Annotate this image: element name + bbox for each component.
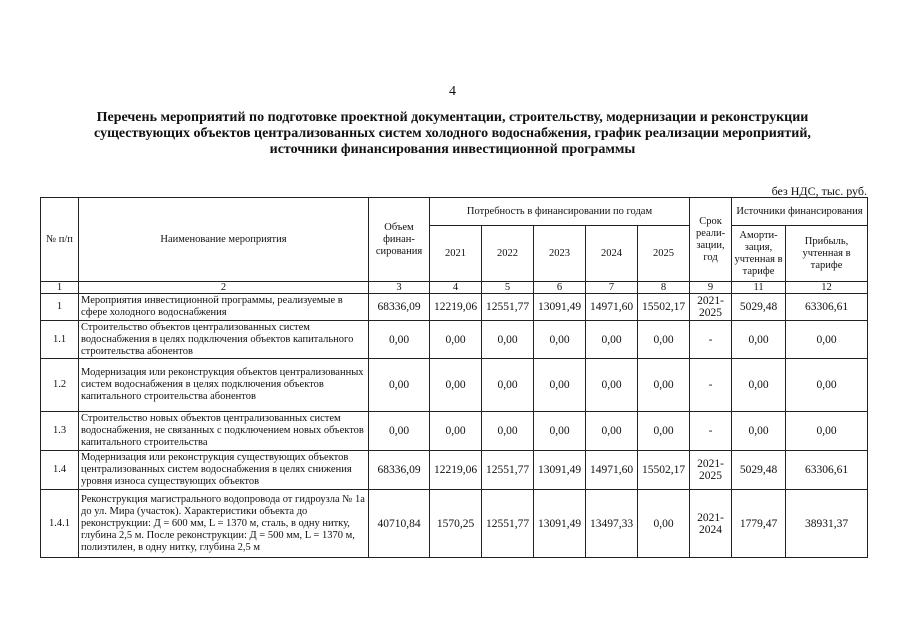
row-year-value: 0,00 bbox=[586, 321, 638, 359]
column-number: 11 bbox=[732, 282, 786, 294]
row-num: 1.2 bbox=[41, 359, 79, 412]
row-year-value: 0,00 bbox=[534, 359, 586, 412]
row-num: 1.3 bbox=[41, 412, 79, 451]
row-period: - bbox=[690, 321, 732, 359]
row-year-value: 0,00 bbox=[482, 359, 534, 412]
row-amort: 0,00 bbox=[732, 359, 786, 412]
row-year-value: 0,00 bbox=[586, 412, 638, 451]
row-year-value: 13497,33 bbox=[586, 490, 638, 558]
table-row bbox=[41, 490, 868, 558]
row-profit: 63306,61 bbox=[786, 294, 868, 321]
row-num: 1 bbox=[41, 294, 79, 321]
table-row bbox=[41, 321, 868, 359]
row-name: Модернизация или реконструкция объектов централизованных систем водоснабжения в целях подключения объектов капитального строительства абонентов bbox=[79, 359, 369, 412]
row-period: 2021-2025 bbox=[690, 294, 732, 321]
row-year-value: 13091,49 bbox=[534, 294, 586, 321]
table-row bbox=[41, 294, 868, 321]
row-year-value: 0,00 bbox=[638, 359, 690, 412]
row-year-value: 12551,77 bbox=[482, 294, 534, 321]
row-year-value: 0,00 bbox=[638, 321, 690, 359]
column-number: 1 bbox=[41, 282, 79, 294]
row-volume: 68336,09 bbox=[369, 294, 430, 321]
row-year-value: 13091,49 bbox=[534, 451, 586, 490]
column-numbers-row bbox=[41, 282, 868, 294]
row-name: Строительство объектов централизованных систем водоснабжения в целях подключения объектов капитального строительства абонентов bbox=[79, 321, 369, 359]
row-amort: 1779,47 bbox=[732, 490, 786, 558]
row-year-value: 12551,77 bbox=[482, 451, 534, 490]
row-year-value: 14971,60 bbox=[586, 294, 638, 321]
row-year-value: 12551,77 bbox=[482, 490, 534, 558]
row-year-value: 0,00 bbox=[586, 359, 638, 412]
row-num: 1.4 bbox=[41, 451, 79, 490]
row-year-value: 0,00 bbox=[482, 412, 534, 451]
row-year-value: 0,00 bbox=[430, 412, 482, 451]
header-row-1 bbox=[41, 198, 868, 226]
header-need-group: Потребность в финансировании по годам bbox=[430, 198, 690, 226]
header-year: 2021 bbox=[430, 226, 482, 282]
header-amort: Аморти-зация, учтенная в тарифе bbox=[732, 226, 786, 282]
investment-table bbox=[40, 197, 868, 558]
row-year-value: 0,00 bbox=[638, 412, 690, 451]
row-year-value: 1570,25 bbox=[430, 490, 482, 558]
column-number: 6 bbox=[534, 282, 586, 294]
row-year-value: 12219,06 bbox=[430, 451, 482, 490]
column-number: 9 bbox=[690, 282, 732, 294]
row-name: Модернизация или реконструкция существующих объектов централизованных систем водоснабжения в целях снижения уровня износа существующих объектов bbox=[79, 451, 369, 490]
row-volume: 0,00 bbox=[369, 321, 430, 359]
row-profit: 0,00 bbox=[786, 412, 868, 451]
column-number: 4 bbox=[430, 282, 482, 294]
row-amort: 0,00 bbox=[732, 321, 786, 359]
header-num: № п/п bbox=[41, 198, 79, 282]
column-number: 7 bbox=[586, 282, 638, 294]
row-name: Мероприятия инвестиционной программы, реализуемые в сфере холодного водоснабжения bbox=[79, 294, 369, 321]
units-note: без НДС, тыс. руб. bbox=[771, 184, 867, 198]
row-period: - bbox=[690, 412, 732, 451]
row-name: Реконструкция магистрального водопровода от гидроузла № 1а до ул. Мира (участок). Характеристики объекта до реконструкции: Д = 600 мм, L = 1370 м, сталь, в одну нитку, глубина 2,5 м. После реконструкции: Д = 500 мм, L = 1370 м, полиэтилен, в одну нитку, глубина 2,5 м bbox=[79, 490, 369, 558]
row-name: Строительство новых объектов централизованных систем водоснабжения, не связанных с подключением новых объектов капитального строительства bbox=[79, 412, 369, 451]
row-profit: 0,00 bbox=[786, 359, 868, 412]
header-profit: Прибыль, учтенная в тарифе bbox=[786, 226, 868, 282]
row-volume: 0,00 bbox=[369, 412, 430, 451]
row-year-value: 15502,17 bbox=[638, 294, 690, 321]
page-number: 4 bbox=[449, 84, 456, 99]
row-volume: 40710,84 bbox=[369, 490, 430, 558]
row-amort: 5029,48 bbox=[732, 294, 786, 321]
column-number: 5 bbox=[482, 282, 534, 294]
column-number: 2 bbox=[79, 282, 369, 294]
header-year: 2023 bbox=[534, 226, 586, 282]
row-period: 2021-2025 bbox=[690, 451, 732, 490]
header-sources-group: Источники финансирования bbox=[732, 198, 868, 226]
row-num: 1.4.1 bbox=[41, 490, 79, 558]
column-number: 12 bbox=[786, 282, 868, 294]
row-year-value: 15502,17 bbox=[638, 451, 690, 490]
column-number: 8 bbox=[638, 282, 690, 294]
header-year: 2025 bbox=[638, 226, 690, 282]
row-volume: 0,00 bbox=[369, 359, 430, 412]
table-row bbox=[41, 412, 868, 451]
row-volume: 68336,09 bbox=[369, 451, 430, 490]
row-year-value: 0,00 bbox=[638, 490, 690, 558]
table-row bbox=[41, 359, 868, 412]
row-amort: 0,00 bbox=[732, 412, 786, 451]
row-year-value: 0,00 bbox=[534, 412, 586, 451]
row-year-value: 13091,49 bbox=[534, 490, 586, 558]
row-period: - bbox=[690, 359, 732, 412]
row-year-value: 0,00 bbox=[430, 321, 482, 359]
row-year-value: 14971,60 bbox=[586, 451, 638, 490]
row-year-value: 0,00 bbox=[430, 359, 482, 412]
row-profit: 38931,37 bbox=[786, 490, 868, 558]
row-profit: 63306,61 bbox=[786, 451, 868, 490]
row-amort: 5029,48 bbox=[732, 451, 786, 490]
row-year-value: 12219,06 bbox=[430, 294, 482, 321]
row-period: 2021-2024 bbox=[690, 490, 732, 558]
header-year: 2022 bbox=[482, 226, 534, 282]
header-name: Наименование мероприятия bbox=[79, 198, 369, 282]
header-year: 2024 bbox=[586, 226, 638, 282]
table-row bbox=[41, 451, 868, 490]
row-profit: 0,00 bbox=[786, 321, 868, 359]
header-period: Срок реали-зации, год bbox=[690, 198, 732, 282]
header-volume: Объем финан-сирования bbox=[369, 198, 430, 282]
row-year-value: 0,00 bbox=[482, 321, 534, 359]
column-number: 3 bbox=[369, 282, 430, 294]
row-num: 1.1 bbox=[41, 321, 79, 359]
row-year-value: 0,00 bbox=[534, 321, 586, 359]
document-title: Перечень мероприятий по подготовке проектной документации, строительству, модернизации и реконструкции существующих объектов централизованных систем холодного водоснабжения, график реализации мероприятий, источники финансирования инвестиционной программы bbox=[94, 110, 811, 157]
